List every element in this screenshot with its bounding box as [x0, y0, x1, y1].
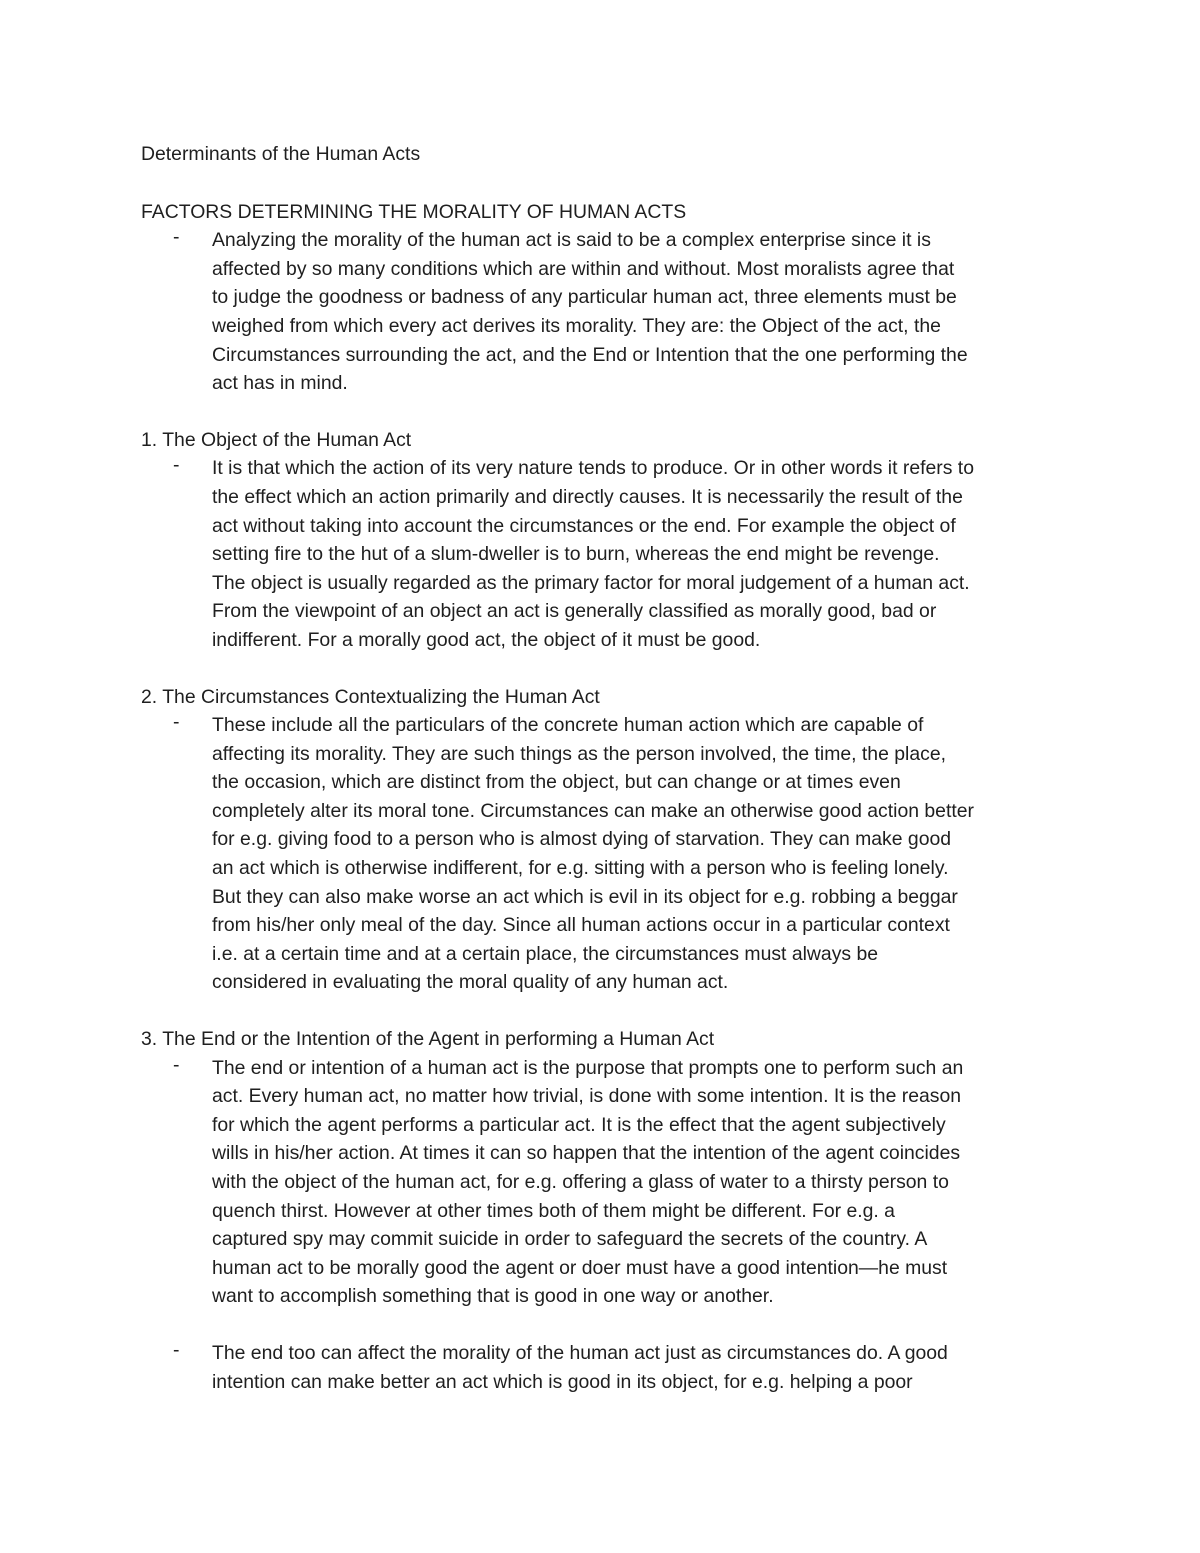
section-end-bullet-2: [141, 1339, 1071, 1396]
section-heading-end: 3. The End or the Intention of the Agent in performing a Human Act: [141, 1028, 715, 1051]
text-line: act has in mind.: [212, 372, 348, 395]
text-line: human act to be morally good the agent or doer must have a good intention—he must: [212, 1256, 948, 1279]
section-end-text: [212, 1054, 1071, 1311]
text-line: captured spy may commit suicide in order to safeguard the secrets of the country. A: [212, 1228, 928, 1251]
text-line: wills in his/her action. At times it can so happen that the intention of the agent coincides: [212, 1142, 961, 1165]
text-line: the occasion, which are distinct from the object, but can change or at times even: [212, 771, 901, 794]
document-title: Determinants of the Human Acts: [141, 143, 421, 165]
intro-bullet-text: [212, 226, 1071, 398]
text-line: act. Every human act, no matter how trivial, is done with some intention. It is the reason: [212, 1085, 962, 1108]
text-line: completely alter its moral tone. Circumstances can make an otherwise good action better: [212, 799, 974, 822]
text-line: act without taking into account the circumstances or the end. For example the object of: [212, 514, 956, 537]
text-line: intention can make better an act which is good in its object, for e.g. helping a poor: [212, 1370, 913, 1393]
text-line: for e.g. giving food to a person who is almost dying of starvation. They can make good: [212, 828, 952, 851]
text-line: weighed from which every act derives its morality. They are: the Object of the act, the: [212, 314, 941, 337]
document-page: [141, 140, 1071, 1396]
text-line: The end too can affect the morality of the human act just as circumstances do. A good: [212, 1341, 948, 1364]
text-line: i.e. at a certain time and at a certain place, the circumstances must always be: [212, 942, 879, 965]
text-line: the effect which an action primarily and directly causes. It is necessarily the result of the: [212, 485, 963, 508]
section-end-text-2: [212, 1339, 1071, 1396]
text-line: The object is usually regarded as the primary factor for moral judgement of a human act.: [212, 571, 970, 594]
bullet-dash: -: [173, 711, 180, 734]
bullet-dash: -: [173, 1338, 180, 1361]
section-end-bullet: [141, 1054, 1071, 1311]
text-line: to judge the goodness or badness of any particular human act, three elements must be: [212, 286, 957, 309]
text-line: setting fire to the hut of a slum-dweller is to burn, whereas the end might be revenge.: [212, 543, 940, 566]
bullet-dash: -: [173, 226, 180, 249]
text-line: affected by so many conditions which are within and without. Most moralists agree that: [212, 257, 955, 280]
section-heading-circumstances: 2. The Circumstances Contextualizing the Human Act: [141, 685, 600, 708]
text-line: indifferent. For a morally good act, the object of it must be good.: [212, 628, 761, 651]
text-line: Circumstances surrounding the act, and the End or Intention that the one performing the: [212, 343, 968, 366]
bullet-dash: -: [173, 1053, 180, 1076]
text-line: The end or intention of a human act is the purpose that prompts one to perform such an: [212, 1056, 964, 1079]
text-line: quench thirst. However at other times both of them might be different. For e.g. a: [212, 1199, 895, 1222]
section-object-bullet: [141, 454, 1071, 654]
text-line: affecting its morality. They are such things as the person involved, the time, the place,: [212, 742, 947, 765]
section-circumstances-text: [212, 711, 1071, 997]
text-line: These include all the particulars of the concrete human action which are capable of: [212, 714, 924, 737]
section-circumstances-bullet: [141, 711, 1071, 997]
section-object-text: [212, 454, 1071, 654]
section-heading-object: 1. The Object of the Human Act: [141, 428, 412, 451]
bullet-dash: -: [173, 454, 180, 477]
text-line: But they can also make worse an act which is evil in its object for e.g. robbing a beggar: [212, 885, 958, 908]
text-line: want to accomplish something that is good in one way or another.: [212, 1285, 774, 1308]
text-line: considered in evaluating the moral quality of any human act.: [212, 971, 729, 994]
text-line: with the object of the human act, for e.g. offering a glass of water to a thirsty person to: [212, 1171, 949, 1193]
text-line: for which the agent performs a particular act. It is the effect that the agent subjectively: [212, 1113, 946, 1136]
text-line: From the viewpoint of an object an act is generally classified as morally good, bad or: [212, 600, 937, 623]
text-line: Analyzing the morality of the human act is said to be a complex enterprise since it is: [212, 229, 931, 252]
text-line: It is that which the action of its very nature tends to produce. Or in other words it refers to: [212, 457, 974, 480]
text-line: an act which is otherwise indifferent, for e.g. sitting with a person who is feeling lonely.: [212, 857, 949, 880]
text-line: from his/her only meal of the day. Since all human actions occur in a particular context: [212, 914, 950, 937]
intro-heading: FACTORS DETERMINING THE MORALITY OF HUMAN ACTS: [141, 200, 687, 223]
intro-bullet: [141, 226, 1071, 398]
